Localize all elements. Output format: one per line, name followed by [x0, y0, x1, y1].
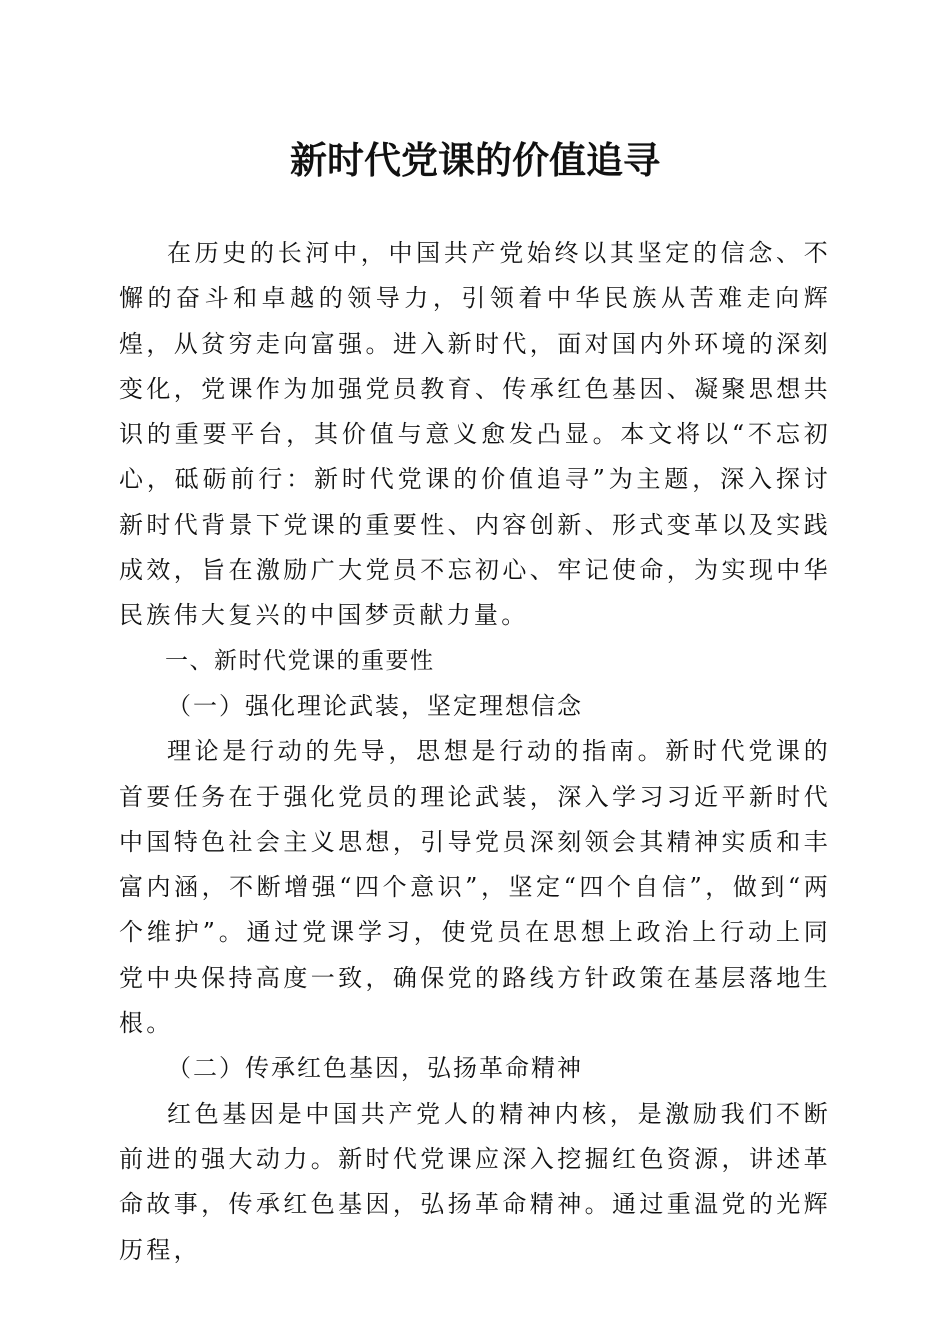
intro-paragraph: 在历史的长河中，中国共产党始终以其坚定的信念、不懈的奋斗和卓越的领导力，引领着中华民族从苦难走向辉煌，从贫穷走向富强。进入新时代，面对国内外环境的深刻变化，党课作为加强党员教育、传承红色基因、凝聚思想共识的重要平台，其价值与意义愈发凸显。本文将以“不忘初心，砥砺前行：新时代党课的价值追寻”为主题，深入探讨新时代背景下党课的重要性、内容创新、形式变革以及实践成效，旨在激励广大党员不忘初心、牢记使命，为实现中华民族伟大复兴的中国梦贡献力量。 — [119, 239, 831, 630]
body-paragraph: 红色基因是中国共产党人的精神内核，是激励我们不断前进的强大动力。新时代党课应深入挖掘红色资源，讲述革命故事，传承红色基因，弘扬革命精神。通过重温党的光辉历程， — [119, 1099, 831, 1264]
subsection-heading: （一）强化理论武装，坚定理想信念 — [167, 691, 583, 720]
section-heading: 一、新时代党课的重要性 — [165, 647, 435, 674]
subsection-heading: （二）传承红色基因，弘扬革命精神 — [167, 1054, 583, 1083]
page-title: 新时代党课的价值追寻 — [290, 138, 660, 182]
body-paragraph: 理论是行动的先导，思想是行动的指南。新时代党课的首要任务在于强化党员的理论武装，深入学习习近平新时代中国特色社会主义思想，引导党员深刻领会其精神实质和丰富内涵，不断增强“四个意识”，坚定“四个自信”，做到“两个维护”。通过党课学习，使党员在思想上政治上行动上同党中央保持高度一致，确保党的路线方针政策在基层落地生根。 — [119, 737, 831, 1038]
document-body — [119, 231, 831, 1273]
